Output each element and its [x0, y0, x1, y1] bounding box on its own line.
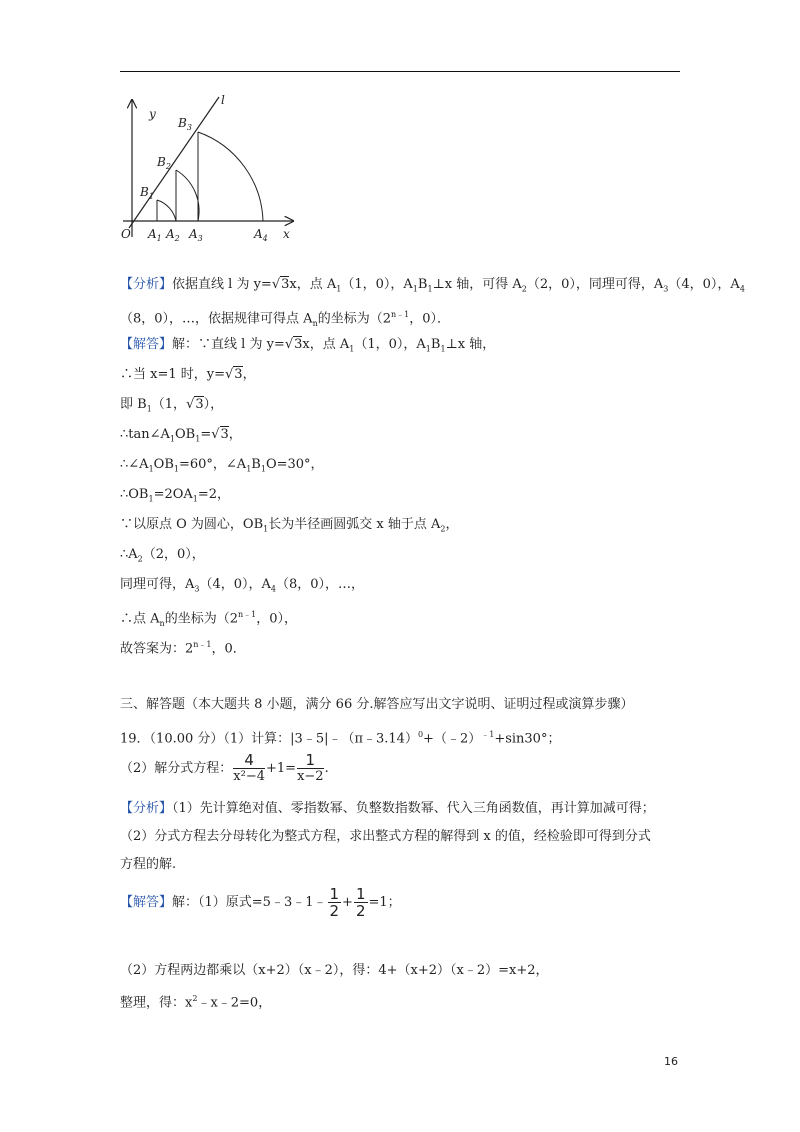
label-b1-sub: 1: [148, 192, 154, 201]
q19-line1: 19．（10.00 分）（1）计算：|3﹣5|﹣（π﹣3.14）$^0$+（﹣2）$^{﹣1}$+sin30°；: [120, 730, 561, 747]
solution2-line2: （2）方程两边都乘以（x+2）（x﹣2），得：4+（x+2）（x﹣2）=x+2，: [120, 963, 549, 978]
fraction-4-over-x2-4: $\frac{4}{\text{x²−4}}$: [233, 751, 265, 784]
geometry-figure: [115, 92, 305, 247]
solution-tag: 【解答】: [120, 337, 173, 352]
label-a2-sub: 2: [174, 234, 180, 243]
solution2-line1: 【解答】解：（1）原式=5﹣3﹣1﹣ $\frac{1}{2}$ + $\frac{1}{2}$ =1；: [120, 885, 401, 920]
label-a3-sub: 3: [197, 234, 203, 243]
label-b2: B: [157, 155, 166, 169]
arc-2: [176, 170, 199, 221]
solution2-line3: 整理，得：$x^2﹣x﹣2=0$，: [120, 994, 272, 1011]
label-a2: A: [166, 227, 175, 241]
header-rule: [120, 71, 680, 72]
page-number: 16: [664, 1055, 678, 1068]
svg-text:A1: [147, 227, 162, 243]
fraction-half-2: $\frac{1}{2}$: [355, 885, 366, 920]
solution1-line6: $\therefore OB_1=2OA_1=2$，: [120, 487, 231, 504]
analysis2-line2: （2）分式方程去分母转化为整式方程，求出整式方程的解得到 x 的值，经检验即可得到分式: [120, 829, 651, 844]
analysis2-line1: 【分析】（1）先计算绝对值、零指数幂、负整数指数幂、代入三角函数值，再计算加减可得；: [120, 801, 655, 816]
label-a1: A: [148, 227, 157, 241]
svg-text:A2: [165, 227, 180, 243]
analysis1-line2: （8，0），…，依据规律可得点 $A_n$的坐标为（$2^{n﹣1}$，0）．: [120, 310, 451, 328]
label-y: y: [149, 107, 156, 121]
analysis1-line1: 【分析】依据直线 l 为 y=√3x，点 $A_1(1$，0），$A_1B_1\perp x$ 轴，可得 $A_2(2$，0），同理可得，$A_3(4$，0），$A_4$: [120, 277, 745, 294]
label-b1: B: [140, 185, 149, 199]
solution1-line2: ∴当 x=1 时，y=√3，: [120, 367, 256, 382]
solution1-line4: $\therefore\tan\angle A_1OB_1=√3$，: [120, 427, 242, 444]
label-b3: B: [178, 116, 187, 130]
svg-text:A3: [188, 227, 203, 243]
label-origin: O: [121, 227, 131, 241]
fraction-1-over-x-2: $\frac{1}{x-2}$: [297, 751, 324, 784]
label-l: l: [221, 93, 225, 107]
section-heading: 三、解答题（本大题共 8 小题，满分 66 分.解答应写出文字说明、证明过程或演算步骤）: [120, 697, 634, 712]
solution1-line11: 故答案为：$2^{n﹣1}$，0．: [120, 640, 246, 657]
solution1-line7: ∵以原点 O 为圆心，$OB_1$长为半径画圆弧交 x 轴于点 $A_2$，: [120, 517, 459, 534]
line-l: [129, 97, 219, 228]
svg-text:B2: [156, 155, 171, 171]
svg-text:A4: [253, 227, 268, 243]
svg-text:B3: [177, 116, 192, 132]
label-a4-sub: 4: [262, 234, 268, 243]
label-b2-sub: 2: [165, 162, 171, 171]
solution1-line1: 【解答】解：∵直线 l 为 y=√3x，点 $A_1(1$，0），$A_1B_1\perp x$ 轴，: [120, 337, 496, 354]
label-b3-sub: 3: [186, 123, 192, 132]
arc-3: [198, 132, 263, 221]
solution1-line8: $\therefore A_2(2$，0），: [120, 547, 205, 564]
label-a1-sub: 1: [156, 234, 162, 243]
analysis-tag: 【分析】: [120, 277, 173, 292]
fraction-half-1: $\frac{1}{2}$: [329, 885, 340, 920]
solution1-line3: 即 $B_1(1$，√3），: [120, 397, 224, 414]
svg-text:B1: [139, 185, 154, 201]
label-a3: A: [189, 227, 198, 241]
solution1-line10: ∴点 $A_n$的坐标为（$2^{n﹣1}$，0），: [120, 610, 297, 628]
label-a4: A: [254, 227, 263, 241]
q19-line2: （2）解分式方程： $\frac{4}{\text{x²−4}}$ +1= $\frac{1}{x-2}$ .: [120, 751, 329, 784]
solution1-line5: $\therefore\angle A_1OB_1=60^\circ$，$\angle A_1B_1O=30^\circ$，: [120, 457, 324, 474]
analysis2-line3: 方程的解.: [120, 857, 177, 872]
label-x: x: [283, 227, 290, 241]
arc-1: [157, 200, 176, 221]
solution1-line9: 同理可得，$A_3(4$，0），$A_4(8$，0），…，: [120, 577, 365, 594]
